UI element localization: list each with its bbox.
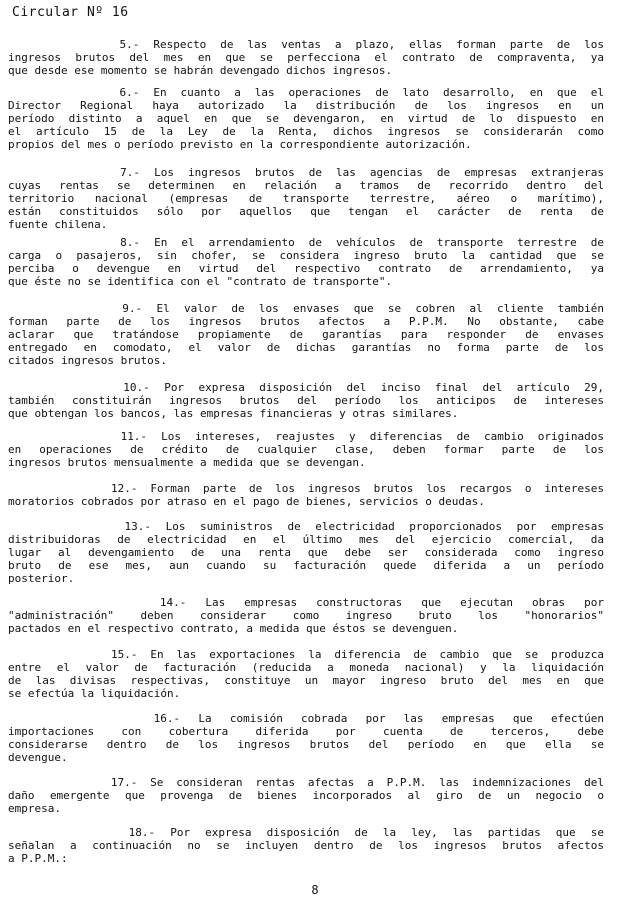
text-line: 8.- En el arrendamiento de vehículos de transporte terrestre de <box>8 236 604 249</box>
paragraph-8 <box>8 236 608 288</box>
text-line: bruto de ese mes, aun cuando su facturación quede diferida a un período <box>8 559 604 572</box>
text-line: 17.- Se consideran rentas afectas a P.P.M. las indemnizaciones del <box>8 776 604 789</box>
paragraph-7 <box>8 166 608 231</box>
paragraph-15 <box>8 648 608 700</box>
text-line: daño emergente que provenga de bienes incorporados al giro de un negocio o <box>8 789 604 802</box>
paragraph-12 <box>8 482 608 508</box>
text-line: 9.- El valor de los envases que se cobren al cliente también <box>8 302 604 315</box>
paragraph-16 <box>8 712 608 764</box>
text-line: se efectúa la liquidación. <box>8 687 181 700</box>
text-line: forman parte de los ingresos brutos afectos a P.P.M. No obstante, cabe <box>8 315 604 328</box>
text-line: entre el valor de facturación (reducida a moneda nacional) y la liquidación <box>8 661 604 674</box>
text-line: lugar al devengamiento de una renta que debe ser considerada como ingreso <box>8 546 604 559</box>
text-line: Director Regional haya autorizado la distribución de los ingresos en un <box>8 99 604 112</box>
document-header: Circular Nº 16 <box>12 5 129 20</box>
page-number: 8 <box>311 883 319 897</box>
text-line: 14.- Las empresas constructoras que ejecutan obras por <box>8 596 604 609</box>
paragraph-13 <box>8 520 608 585</box>
text-line: carga o pasajeros, sin chofer, se considera ingreso bruto la cantidad que se <box>8 249 604 262</box>
text-line: aclarar que tratándose propiamente de garantías para responder de envases <box>8 328 604 341</box>
text-line: 15.- En las exportaciones la diferencia de cambio que se produzca <box>8 648 604 661</box>
text-line: 11.- Los intereses, reajustes y diferencias de cambio originados <box>8 430 604 443</box>
text-line: ingresos brutos mensualmente a medida que se devengan. <box>8 456 366 469</box>
text-line: también constituirán ingresos brutos del período los anticipos de intereses <box>8 394 604 407</box>
paragraph-14 <box>8 596 608 635</box>
text-line: ingresos brutos del mes en que se perfecciona el contrato de compraventa, ya <box>8 51 604 64</box>
text-line: 10.- Por expresa disposición del inciso final del artículo 29, <box>8 381 604 394</box>
text-line: están constituidos sólo por aquellos que tengan el carácter de renta de <box>8 205 604 218</box>
text-line: cuyas rentas se determinen en relación a tramos de recorrido dentro del <box>8 179 604 192</box>
paragraph-6 <box>8 86 608 151</box>
text-line: considerarse dentro de los ingresos brutos del período en que ella se <box>8 738 604 751</box>
paragraph-17 <box>8 776 608 815</box>
text-line: que obtengan los bancos, las empresas financieras y otras similares. <box>8 407 459 420</box>
text-line: "administración" deben considerar como ingreso bruto los "honorarios" <box>8 609 604 622</box>
text-line: propios del mes o período previsto en la correspondiente autorización. <box>8 138 472 151</box>
text-line: que éste no se identifica con el "contrato de transporte". <box>8 275 393 288</box>
text-line: a P.P.M.: <box>8 852 68 865</box>
text-line: 5.- Respecto de las ventas a plazo, ellas forman parte de los <box>8 38 604 51</box>
text-line: moratorios cobrados por atraso en el pago de bienes, servicios o deudas. <box>8 495 485 508</box>
text-line: importaciones con cobertura diferida por cuenta de terceros, debe <box>8 725 604 738</box>
text-line: territorio nacional (empresas de transporte terrestre, aéreo o marítimo), <box>8 192 604 205</box>
text-line: fuente chilena. <box>8 218 108 231</box>
text-line: 12.- Forman parte de los ingresos brutos los recargos o intereses <box>8 482 604 495</box>
text-line: posterior. <box>8 572 75 585</box>
text-line: 16.- La comisión cobrada por las empresas que efectúen <box>8 712 604 725</box>
text-line: devengue. <box>8 751 68 764</box>
text-line: 7.- Los ingresos brutos de las agencias de empresas extranjeras <box>8 166 604 179</box>
text-line: pactados en el respectivo contrato, a medida que éstos se devenguen. <box>8 622 459 635</box>
paragraph-10 <box>8 381 608 420</box>
text-line: 18.- Por expresa disposición de la ley, las partidas que se <box>8 826 604 839</box>
text-line: período distinto a aquel en que se devengaron, en virtud de lo dispuesto en <box>8 112 604 125</box>
text-line: empresa. <box>8 802 61 815</box>
text-line: señalan a continuación no se incluyen dentro de los ingresos brutos afectos <box>8 839 604 852</box>
text-line: distribuidoras de electricidad en el último mes del ejercicio comercial, da <box>8 533 604 546</box>
text-line: el artículo 15 de la Ley de la Renta, dichos ingresos se considerarán como <box>8 125 604 138</box>
text-line: perciba o devengue en virtud del respectivo contrato de arrendamiento, ya <box>8 262 604 275</box>
paragraph-9 <box>8 302 608 367</box>
text-line: en operaciones de crédito de cualquier clase, deben formar parte de los <box>8 443 604 456</box>
paragraph-18 <box>8 826 608 865</box>
text-line: de las divisas respectivas, constituye un mayor ingreso bruto del mes en que <box>8 674 604 687</box>
text-line: 6.- En cuanto a las operaciones de lato desarrollo, en que el <box>8 86 604 99</box>
text-line: 13.- Los suministros de electricidad proporcionados por empresas <box>8 520 604 533</box>
paragraph-5 <box>8 38 608 77</box>
paragraph-11 <box>8 430 608 469</box>
text-line: que desde ese momento se habrán devengado dichos ingresos. <box>8 64 393 77</box>
text-line: citados ingresos brutos. <box>8 354 167 367</box>
text-line: entregado en comodato, el valor de dichas garantías no forma parte de los <box>8 341 604 354</box>
